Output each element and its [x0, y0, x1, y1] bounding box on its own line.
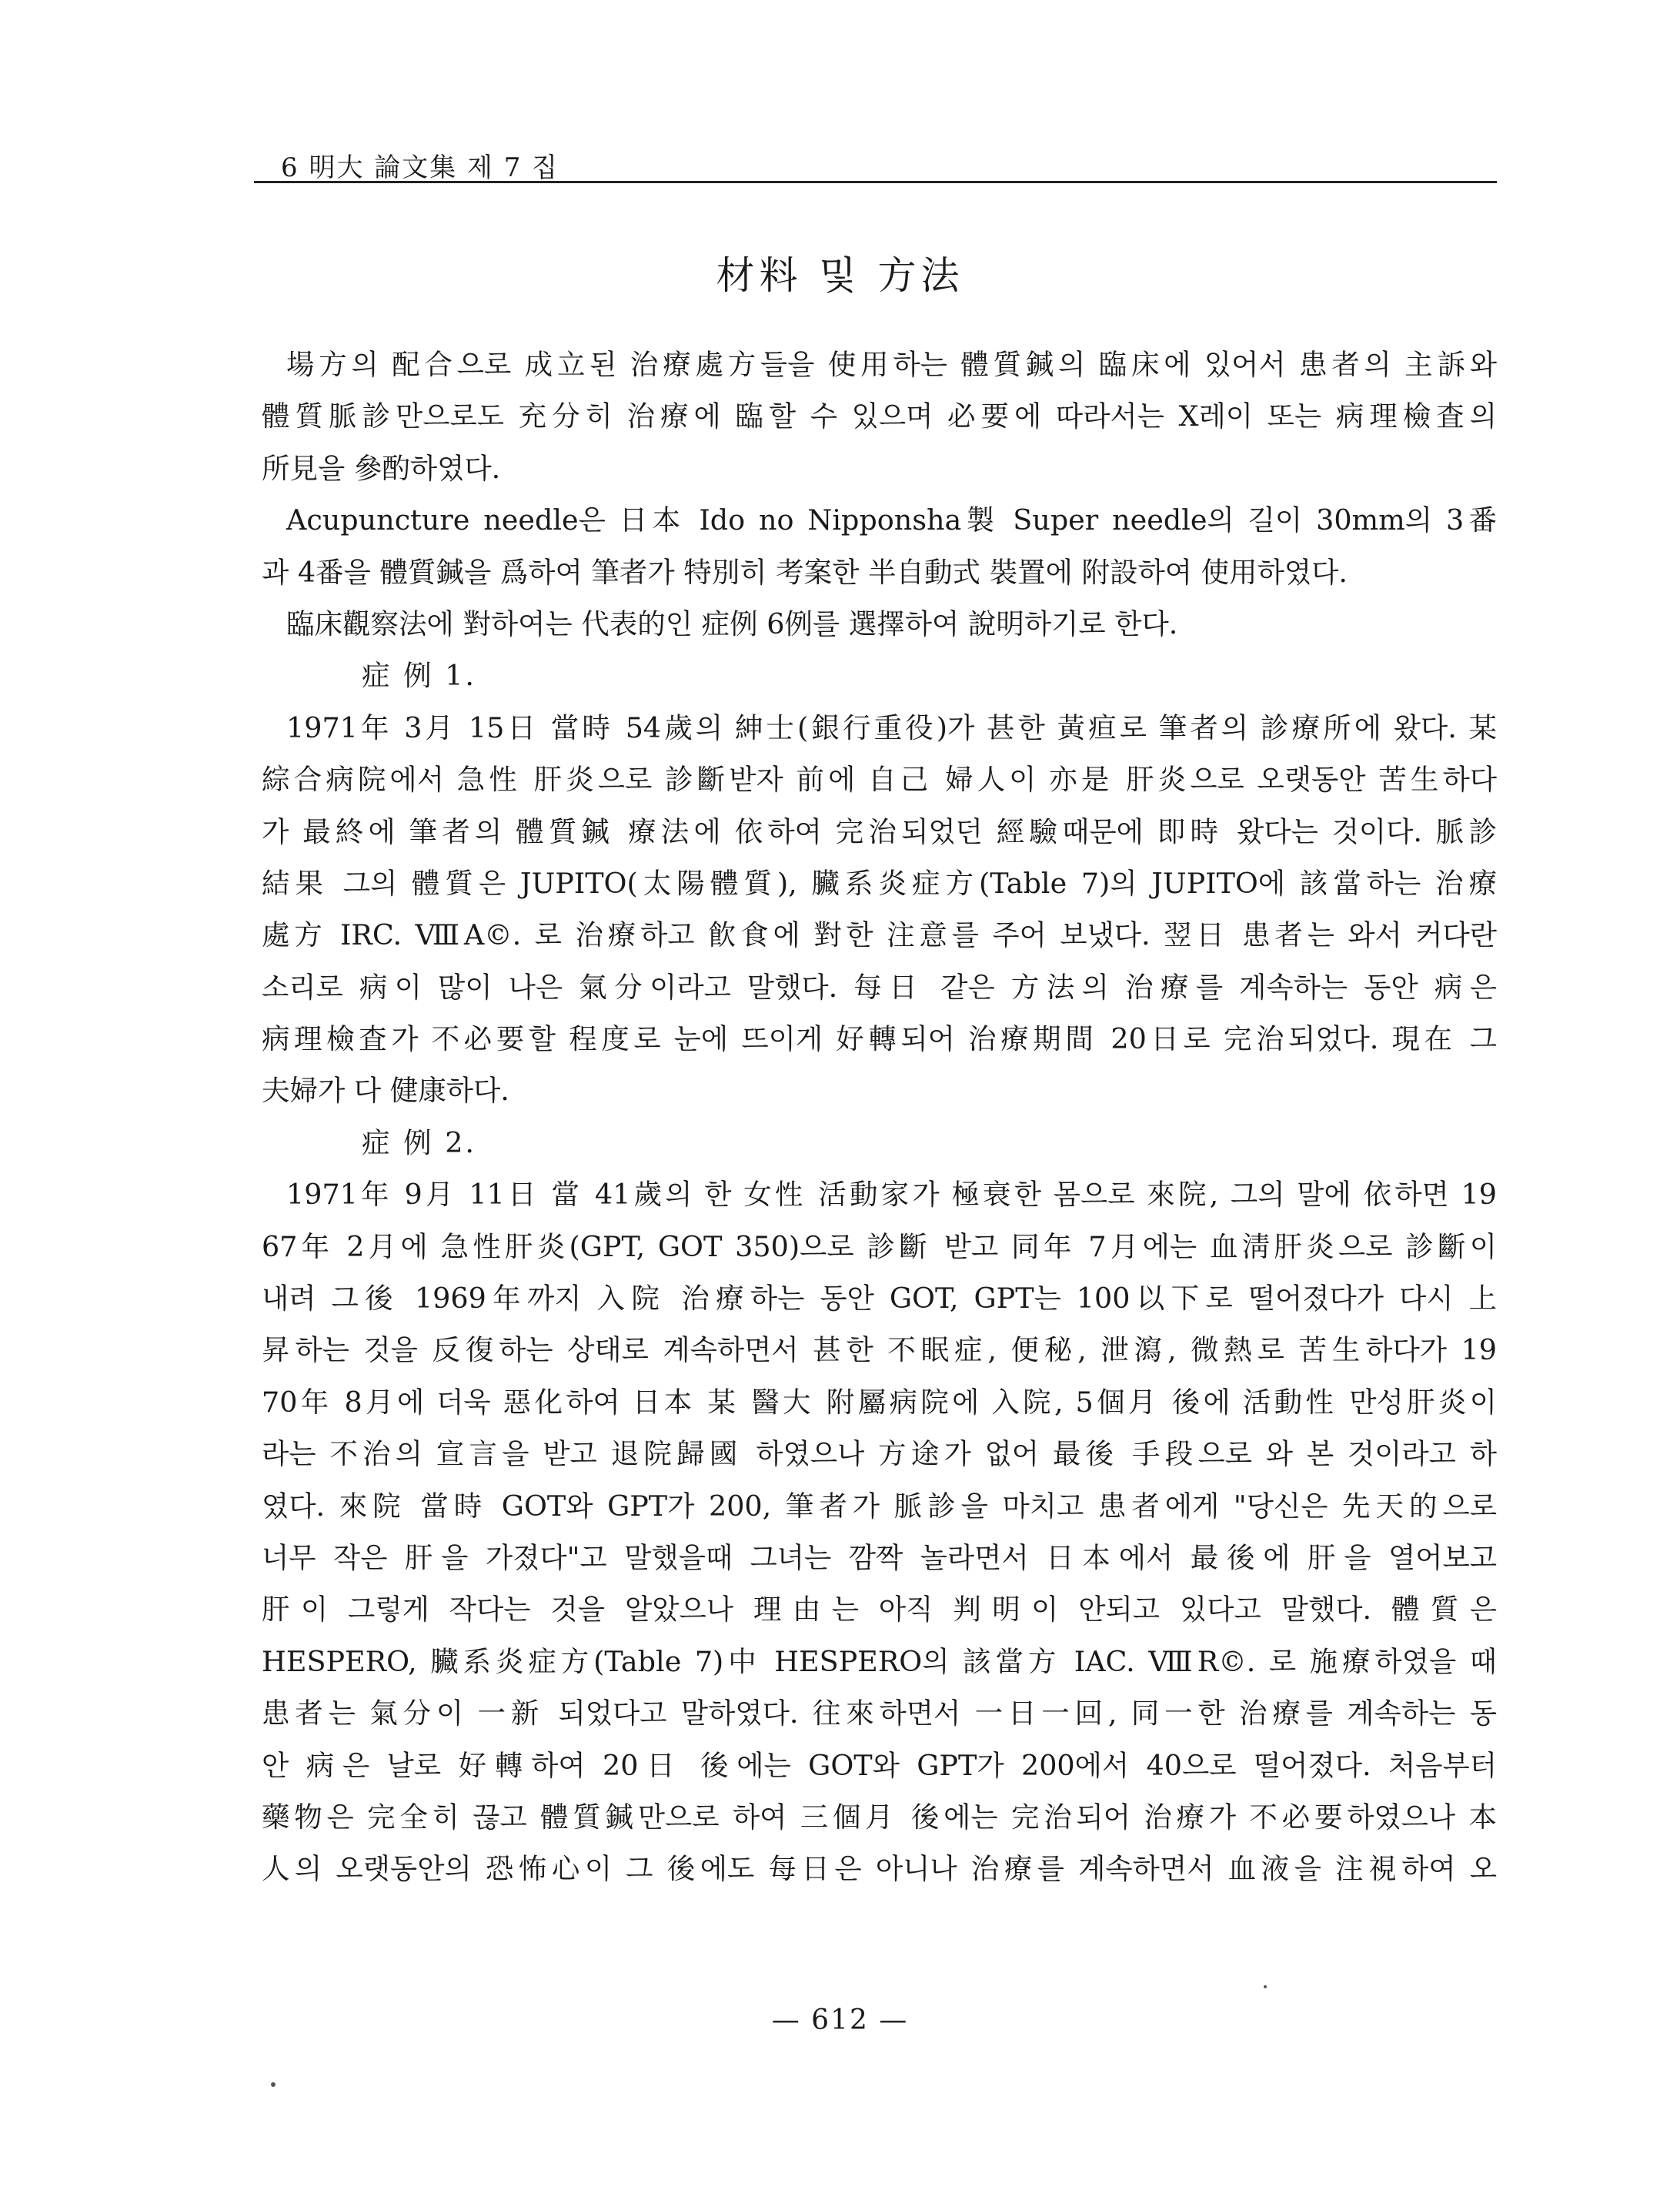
text-line: Acupuncture needle은 日本 Ido no Nipponsha製 Super needle의 길이 30mm의 3番: [286, 503, 1497, 537]
scan-speck: [271, 2082, 276, 2087]
text-line: 肝이 그렇게 작다는 것을 알았으나 理由는 아직 判明이 안되고 있다고 말했다. 體質은: [262, 1593, 1497, 1627]
body-text: [262, 339, 1497, 1895]
page-number: — 612 —: [771, 2004, 909, 2036]
scan-speck: [1264, 1985, 1267, 1988]
text-line: 67年 2月에 急性肝炎(GPT, GOT 350)으로 診斷 받고 同年 7月에는 血淸肝炎으로 診斷이: [262, 1229, 1497, 1263]
text-line: 病理檢査가 不必要할 程度로 눈에 뜨이게 好轉되어 治療期間 20日로 完治되었다. 現在 그: [262, 1022, 1497, 1056]
text-line: 體質脈診만으로도 充分히 治療에 臨할 수 있으며 必要에 따라서는 X레이 또는 病理檢査의: [262, 400, 1497, 433]
text-line: HESPERO, 臟系炎症方(Table 7)中 HESPERO의 該當方 IAC. ⅧR©. 로 施療하였을 때: [262, 1644, 1497, 1678]
text-line: 處方 IRC. ⅧA©. 로 治療하고 飮食에 對한 注意를 주어 보냈다. 翌日 患者는 와서 커다란: [262, 918, 1497, 952]
text-line: 과 4番을 體質鍼을 爲하여 筆者가 特別히 考案한 半自動式 裝置에 附設하여 使用하였다.: [262, 555, 1348, 589]
text-line: 였다. 來院 當時 GOT와 GPT가 200, 筆者가 脈診을 마치고 患者에게 "당신은 先天的으로: [262, 1489, 1497, 1523]
running-header: 6 明大 論文集 제 7 집: [281, 152, 559, 183]
case-1-heading: 症 例 1.: [362, 659, 477, 693]
case-2-heading: 症 例 2.: [362, 1125, 477, 1159]
text-line: 1971年 3月 15日 當時 54歲의 紳士(銀行重役)가 甚한 黃疸로 筆者의 診療所에 왔다. 某: [286, 710, 1497, 744]
header-rule: [254, 181, 1497, 183]
intro-paragraph-3: [262, 598, 1497, 650]
intro-paragraph-1: [262, 339, 1497, 494]
text-line: 夫婦가 다 健康하다.: [262, 1074, 509, 1108]
text-line: 綜合病院에서 急性 肝炎으로 診斷받자 前에 自己 婦人이 亦是 肝炎으로 오랫동안 苦生하다: [262, 763, 1497, 797]
text-line: 70年 8月에 더욱 惡化하여 日本 某 醫大 附屬病院에 入院, 5個月 後에 活動性 만성肝炎이: [262, 1385, 1497, 1419]
case-1-paragraph: [262, 702, 1497, 1117]
text-line: 내려 그後 1969年까지 入院 治療하는 동안 GOT, GPT는 100以下로 떨어졌다가 다시 上: [262, 1282, 1497, 1316]
text-line: 藥物은 完全히 끊고 體質鍼만으로 하여 三個月 後에는 完治되어 治療가 不必要하였으나 本: [262, 1800, 1497, 1834]
text-line: 소리로 病이 많이 나은 氣分이라고 말했다. 每日 같은 方法의 治療를 계속하는 동안 病은: [262, 970, 1497, 1004]
section-title: 材料 및 方法: [716, 253, 964, 298]
case-2-paragraph: [262, 1169, 1497, 1894]
text-line: 가 最終에 筆者의 體質鍼 療法에 依하여 完治되었던 經驗때문에 即時 왔다는 것이다. 脈診: [262, 814, 1497, 848]
intro-paragraph-2: [262, 494, 1497, 598]
text-line: 너무 작은 肝을 가졌다"고 말했을때 그녀는 깜짝 놀라면서 日本에서 最後에 肝을 열어보고: [262, 1540, 1497, 1574]
text-line: 臨床觀察法에 對하여는 代表的인 症例 6例를 選擇하여 說明하기로 한다.: [286, 607, 1178, 640]
text-line: 라는 不治의 宣言을 받고 退院歸國 하였으나 方途가 없어 最後 手段으로 와 본 것이라고 하: [262, 1437, 1497, 1471]
text-line: 1971年 9月 11日 當 41歲의 한 女性 活動家가 極衰한 몸으로 來院, 그의 말에 依하면 19: [286, 1178, 1497, 1212]
text-line: 人의 오랫동안의 恐怖心이 그 後에도 每日은 아니나 治療를 계속하면서 血液을 注視하여 오: [262, 1852, 1497, 1886]
text-line: 昇하는 것을 反復하는 상태로 계속하면서 甚한 不眠症, 便秘, 泄瀉, 微熱로 苦生하다가 19: [262, 1333, 1497, 1367]
text-line: 場方의 配合으로 成立된 治療處方들을 使用하는 體質鍼의 臨床에 있어서 患者의 主訴와: [286, 348, 1497, 381]
text-line: 結果 그의 體質은 JUPITO(太陽體質), 臟系炎症方(Table 7)의 JUPITO에 該當하는 治療: [262, 866, 1497, 900]
text-line: 患者는 氣分이 一新 되었다고 말하였다. 往來하면서 一日一回, 同一한 治療를 계속하는 동: [262, 1697, 1497, 1730]
text-line: 所見을 參酌하였다.: [262, 451, 501, 485]
text-line: 안 病은 날로 好轉하여 20日 後에는 GOT와 GPT가 200에서 40으로 떨어졌다. 처음부터: [262, 1748, 1497, 1782]
